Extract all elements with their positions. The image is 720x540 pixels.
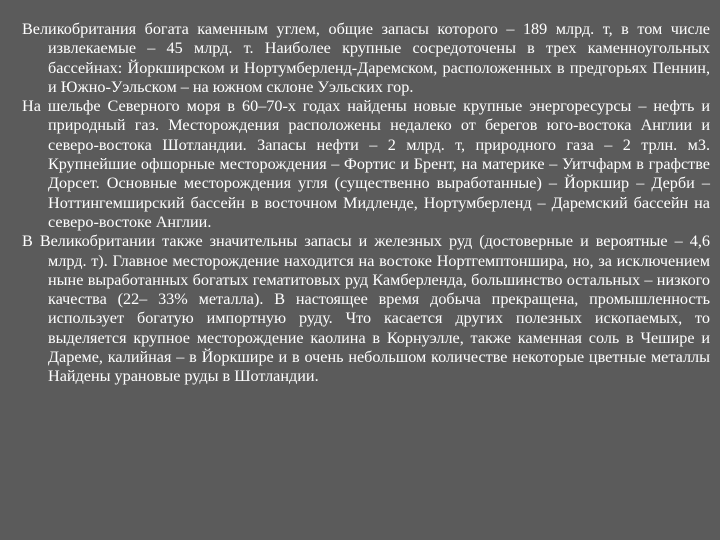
paragraph-oil-gas: На шельфе Северного моря в 60–70-х годах найдены новые крупные энергоресурсы – нефть и природный газ. Месторождения расположены недалеко от берегов юго-востока Англии и северо-востока Шотландии. Запасы нефти – 2 млрд. т, природного газа – 2 трлн. м3. Крупнейшие офшорные месторождения – Фортис и Брент, на материке – Уитчфарм в графстве Дорсет. Основные месторождения угля (существенно выработанные) – Йоркшир – Дерби – Ноттингемширский бассейн в восточном Мидленде, Нортумберленд – Даремский бассейн на северо-востоке Англии. [22,97,710,231]
paragraph-coal: Великобритания богата каменным углем, общие запасы которого – 189 млрд. т, в том числе извлекаемые – 45 млрд. т. Наиболее крупные сосредоточены в трех каменноугольных бассейнах: Йоркширском и Нортумберленд-Даремском, расположенных в предгорьях Пеннин, и Южно-Уэльском – на южном склоне Уэльских гор. [22,20,710,96]
paragraph-iron-ore: В Великобритании также значительны запасы и железных руд (достоверные и вероятные – 4,6 млрд. т). Главное месторождение находится на востоке Нортгемптоншира, но, за исключением ныне выработанных богатых гематитовых руд Камберленда, большинство остальных – низкого качества (22– 33% металла). В настоящее время добыча прекращена, промышленность использует богатую импортную руду. Что касается других полезных ископаемых, то выделяется крупное месторождение каолина в Корнуэлле, также каменная соль в Чешире и Дареме, калийная – в Йоркшире и в очень небольшом количестве некоторые цветные металлы Найдены урановые руды в Шотландии. [22,232,710,386]
slide-body-text [22,20,710,387]
